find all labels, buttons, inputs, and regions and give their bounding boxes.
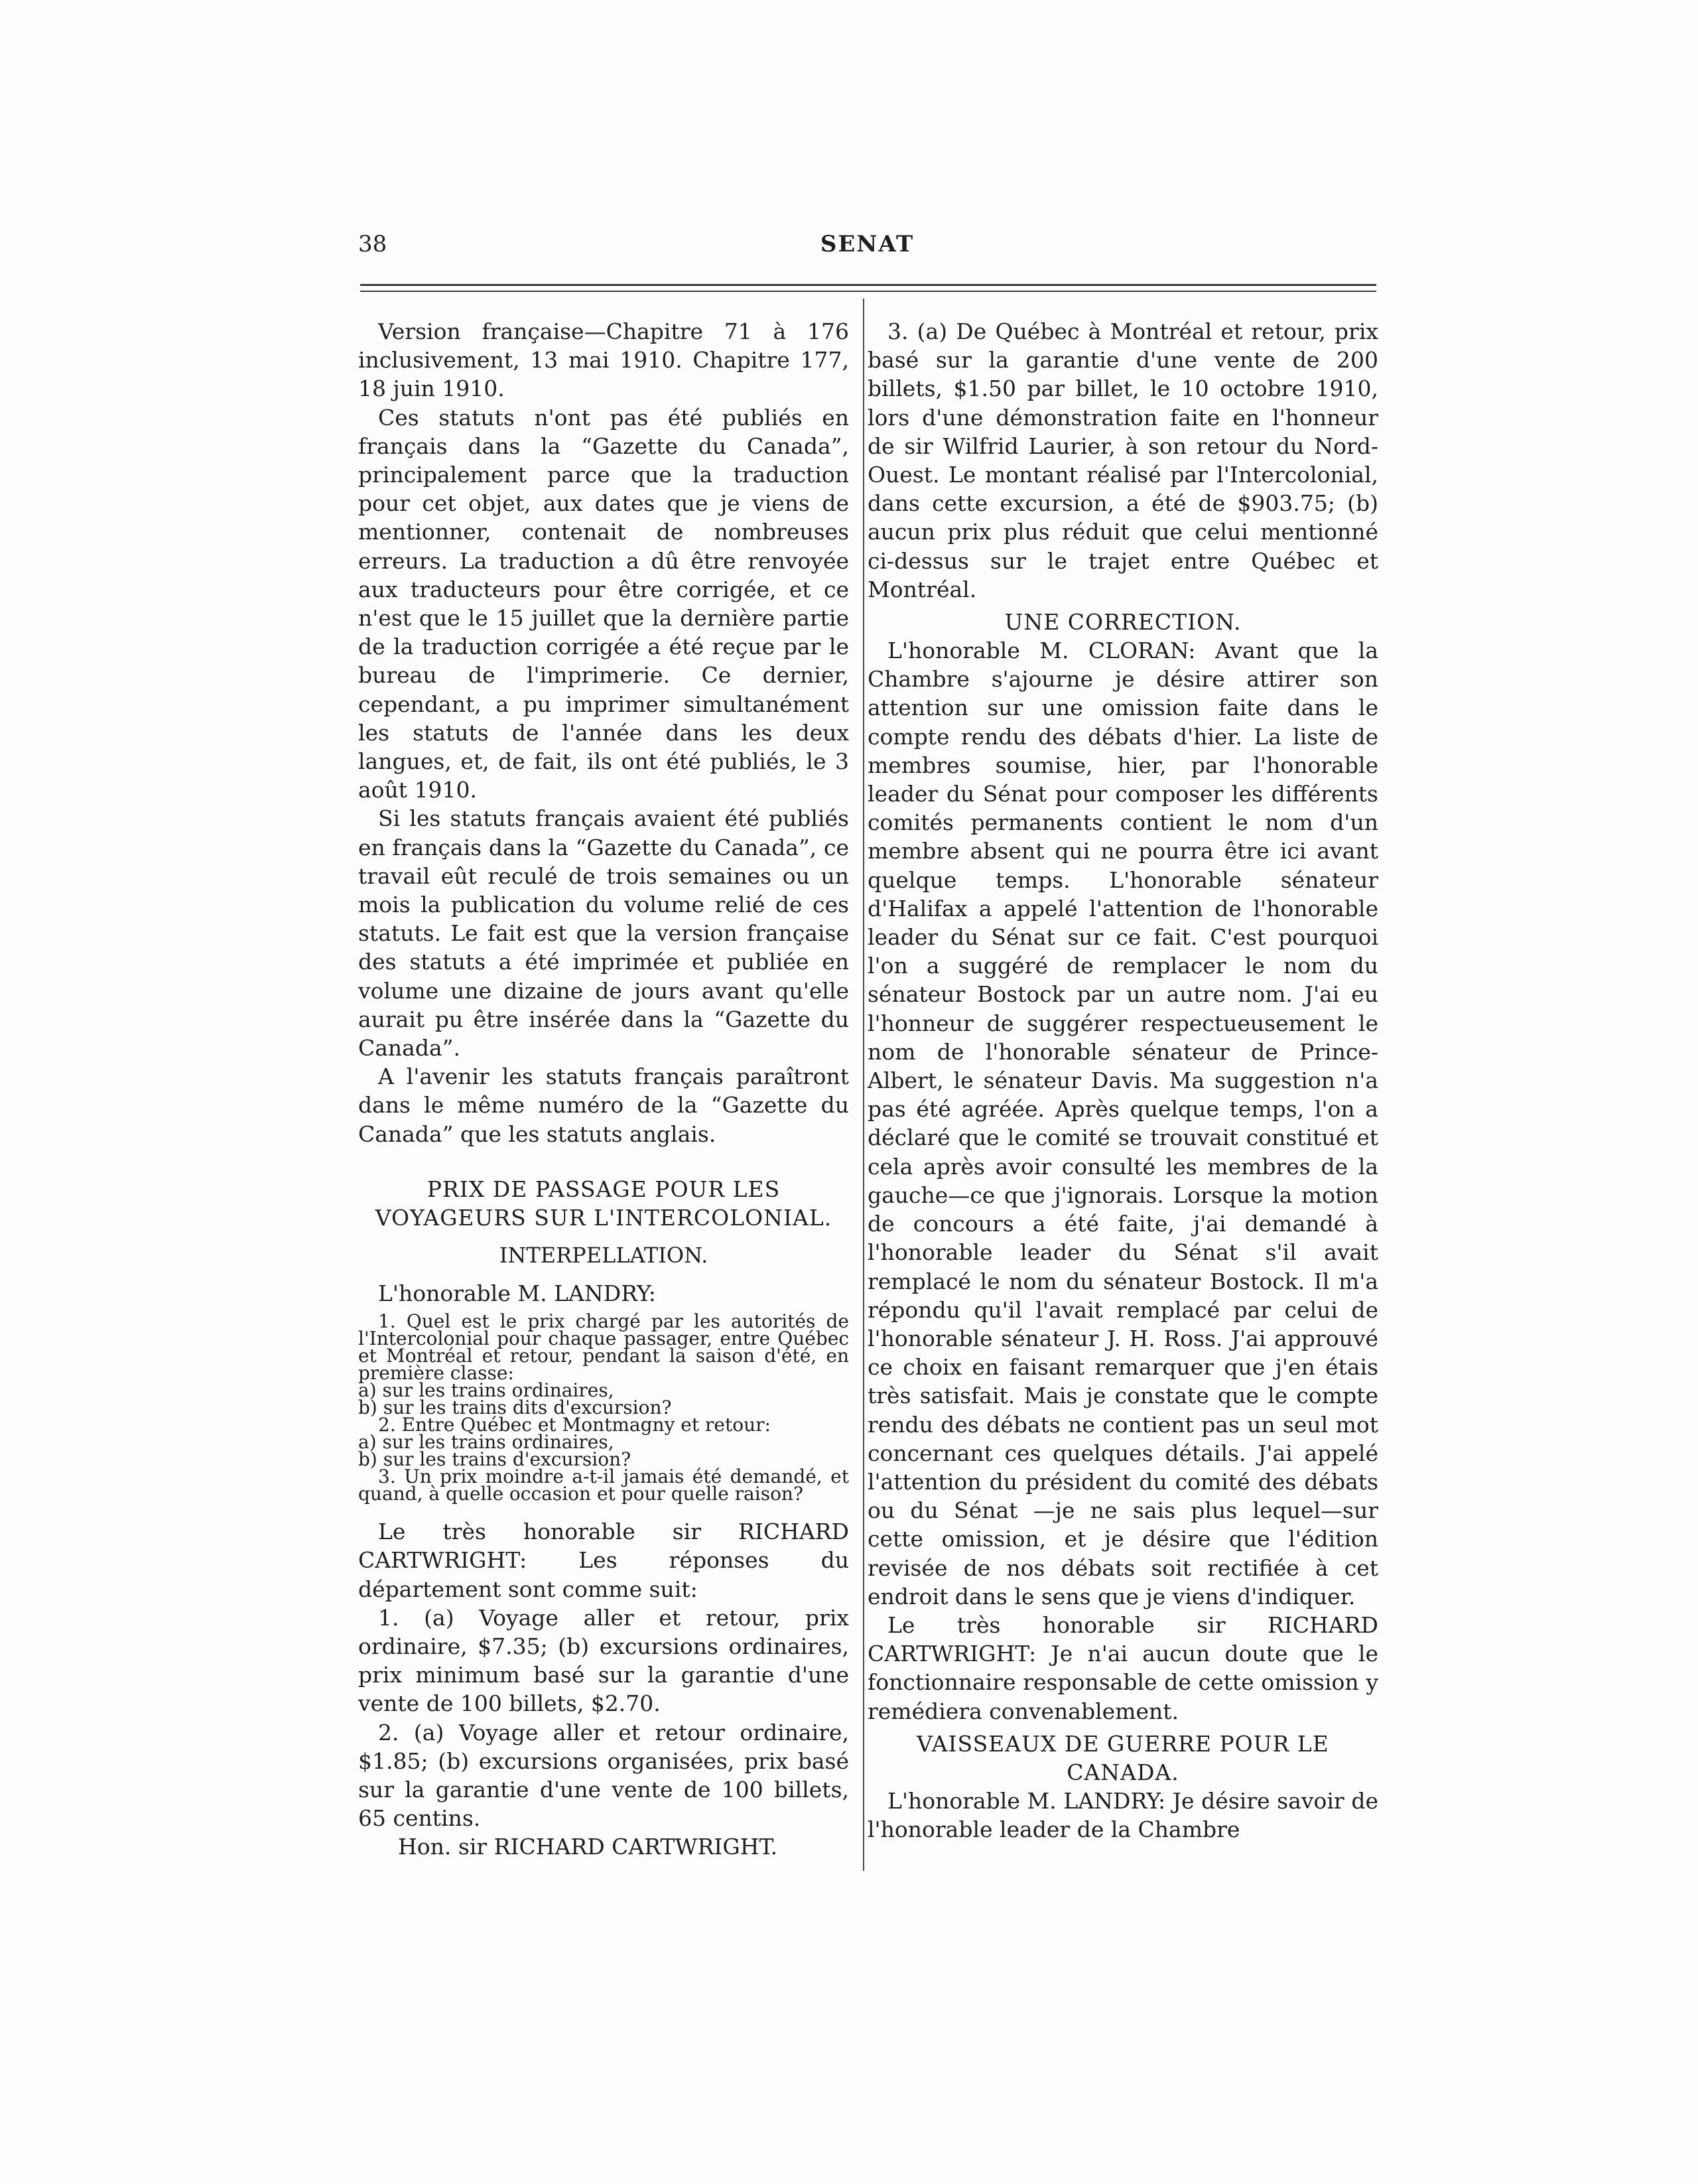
question-item: a) sur les trains ordinaires,	[358, 1431, 614, 1454]
paragraph: 2. (a) Voyage aller et retour ordinaire, $1.85; (b) excursions organisées, prix basé sur la garantie d'une vente de 100 billets, 65 centins.	[358, 1719, 849, 1832]
paragraph: Le très honorable sir RICHARD CARTWRIGHT: Je n'ai aucun doute que le fonctionnaire responsable de cette omission y remédiera convenablement.	[868, 1611, 1378, 1724]
paragraph: L'honorable M. LANDRY: Je désire savoir de l'honorable leader de la Chambre	[868, 1787, 1378, 1842]
header-rule-thin	[360, 291, 1376, 292]
left-column	[358, 317, 849, 1862]
header-rule	[360, 284, 1376, 286]
subsection-heading: INTERPELLATION.	[499, 1242, 708, 1268]
paragraph: A l'avenir les statuts français paraîtront dans le même numéro de la “Gazette du Canada” que les statuts anglais.	[358, 1063, 849, 1147]
section-heading: UNE CORRECTION.	[1004, 609, 1242, 636]
question-item: b) sur les trains dits d'excursion?	[358, 1397, 672, 1419]
column-divider	[863, 299, 864, 1871]
paragraph: Le très honorable sir RICHARD CARTWRIGHT: Les réponses du département sont comme suit:	[358, 1519, 849, 1602]
paragraph: 3. (a) De Québec à Montréal et retour, prix basé sur la garantie d'une vente de 200 billets, $1.50 par billet, le 10 octobre 1910, lors d'une démonstration faite en l'honneur de sir Wilfrid Laurier, à son retour du Nord-Ouest. Le montant réalisé par l'Intercolonial, dans cette excursion, a été de $903.75; (b) aucun prix plus réduit que celui mentionné ci-dessus sur le trajet entre Québec et Montréal.	[868, 318, 1378, 602]
page-number: 38	[358, 231, 387, 257]
paragraph: 1. (a) Voyage aller et retour, prix ordinaire, $7.35; (b) excursions ordinaires, prix minimum basé sur la garantie d'une vente de 100 billets, $2.70.	[358, 1604, 849, 1717]
question-text: 1. Quel est le prix chargé par les autorités de l'Intercolonial pour chaque passager, entre Québec et Montréal et retour, pendant la saison d'été, en première classe:	[358, 1310, 849, 1385]
paragraph: Ces statuts n'ont pas été publiés en français dans la “Gazette du Canada”, principalement parce que la traduction pour cet objet, aux dates que je viens de mentionner, contenait de nombreuses erreurs. La traduction a dû être renvoyée aux traducteurs pour être corrigée, et ce n'est que le 15 juillet que la dernière partie de la traduction corrigée a été reçue par le bureau de l'imprimerie. Ce dernier, cependant, a pu imprimer simultanément les statuts de l'année dans les deux langues, et, de fait, ils ont été publiés, le 3 août 1910.	[358, 404, 849, 803]
question-text: 3. Un prix moindre a-t-il jamais été demandé, et quand, à quelle occasion et pour quelle raison?	[358, 1466, 849, 1505]
paragraph: Version française—Chapitre 71 à 176 inclusivement, 13 mai 1910. Chapitre 177, 18 juin 1910.	[358, 318, 849, 402]
paragraph: Si les statuts français avaient été publiés en français dans la “Gazette du Canada”, ce travail eût reculé de trois semaines ou un mois la publication du volume relié de ces statuts. Le fait est que la version française des statuts a été imprimée et publiée en volume une dizaine de jours avant qu'elle aurait pu être insérée dans la “Gazette du Canada”.	[358, 805, 849, 1061]
section-heading: VAISSEAUX DE GUERRE POUR LE CANADA.	[917, 1730, 1329, 1785]
page-header	[358, 231, 1376, 264]
question-item: b) sur les trains d'excursion?	[358, 1448, 631, 1471]
question-text: 2. Entre Québec et Montmagny et retour:	[378, 1414, 771, 1436]
question-item: a) sur les trains ordinaires,	[358, 1379, 614, 1402]
speaker-line: L'honorable M. LANDRY:	[378, 1280, 656, 1306]
paragraph: L'honorable M. CLORAN: Avant que la Chambre s'ajourne je désire attirer son attention sur une omission faite dans le compte rendu des débats d'hier. La liste de membres soumise, hier, par l'honorable leader du Sénat pour composer les différents comités permanents contient le nom d'un membre absent qui ne pourra être ici avant quelque temps. L'honorable sénateur d'Halifax a appelé l'attention de l'honorable leader du Sénat sur ce fait. C'est pourquoi l'on a suggéré de remplacer le nom du sénateur Bostock par un autre nom. J'ai eu l'honneur de suggérer respectueusement le nom de l'honorable sénateur de Prince-Albert, le sénateur Davis. Ma suggestion n'a pas été agréée. Après quelque temps, l'on a déclaré que le comité se trouvait constitué et cela après avoir consulté les membres de la gauche—ce que j'ignorais. Lorsque la motion de concours a été faite, j'ai demandé à l'honorable leader du Sénat s'il avait remplacé le nom du sénateur Bostock. Il m'a répondu qu'il l'avait remplacé par celui de l'honorable sénateur J. H. Ross. J'ai approuvé ce choix en faisant remarquer que j'en étais très satisfait. Mais je constate que le compte rendu des débats ne contient pas un seul mot concernant ces quelques détails. J'ai appelé l'attention du président du comité des débats ou du Sénat —je ne sais plus lequel—sur cette omission, et je désire que l'édition revisée de nos débats soit rectifiée à cet endroit dans le sens que je viens d'indiquer.	[868, 638, 1378, 1609]
section-heading: PRIX DE PASSAGE POUR LES VOYAGEURS SUR L'INTERCOLONIAL.	[375, 1176, 832, 1231]
right-column	[868, 317, 1378, 1844]
signature-line: Hon. sir RICHARD CARTWRIGHT.	[398, 1834, 778, 1860]
running-head: SENAT	[820, 231, 915, 257]
